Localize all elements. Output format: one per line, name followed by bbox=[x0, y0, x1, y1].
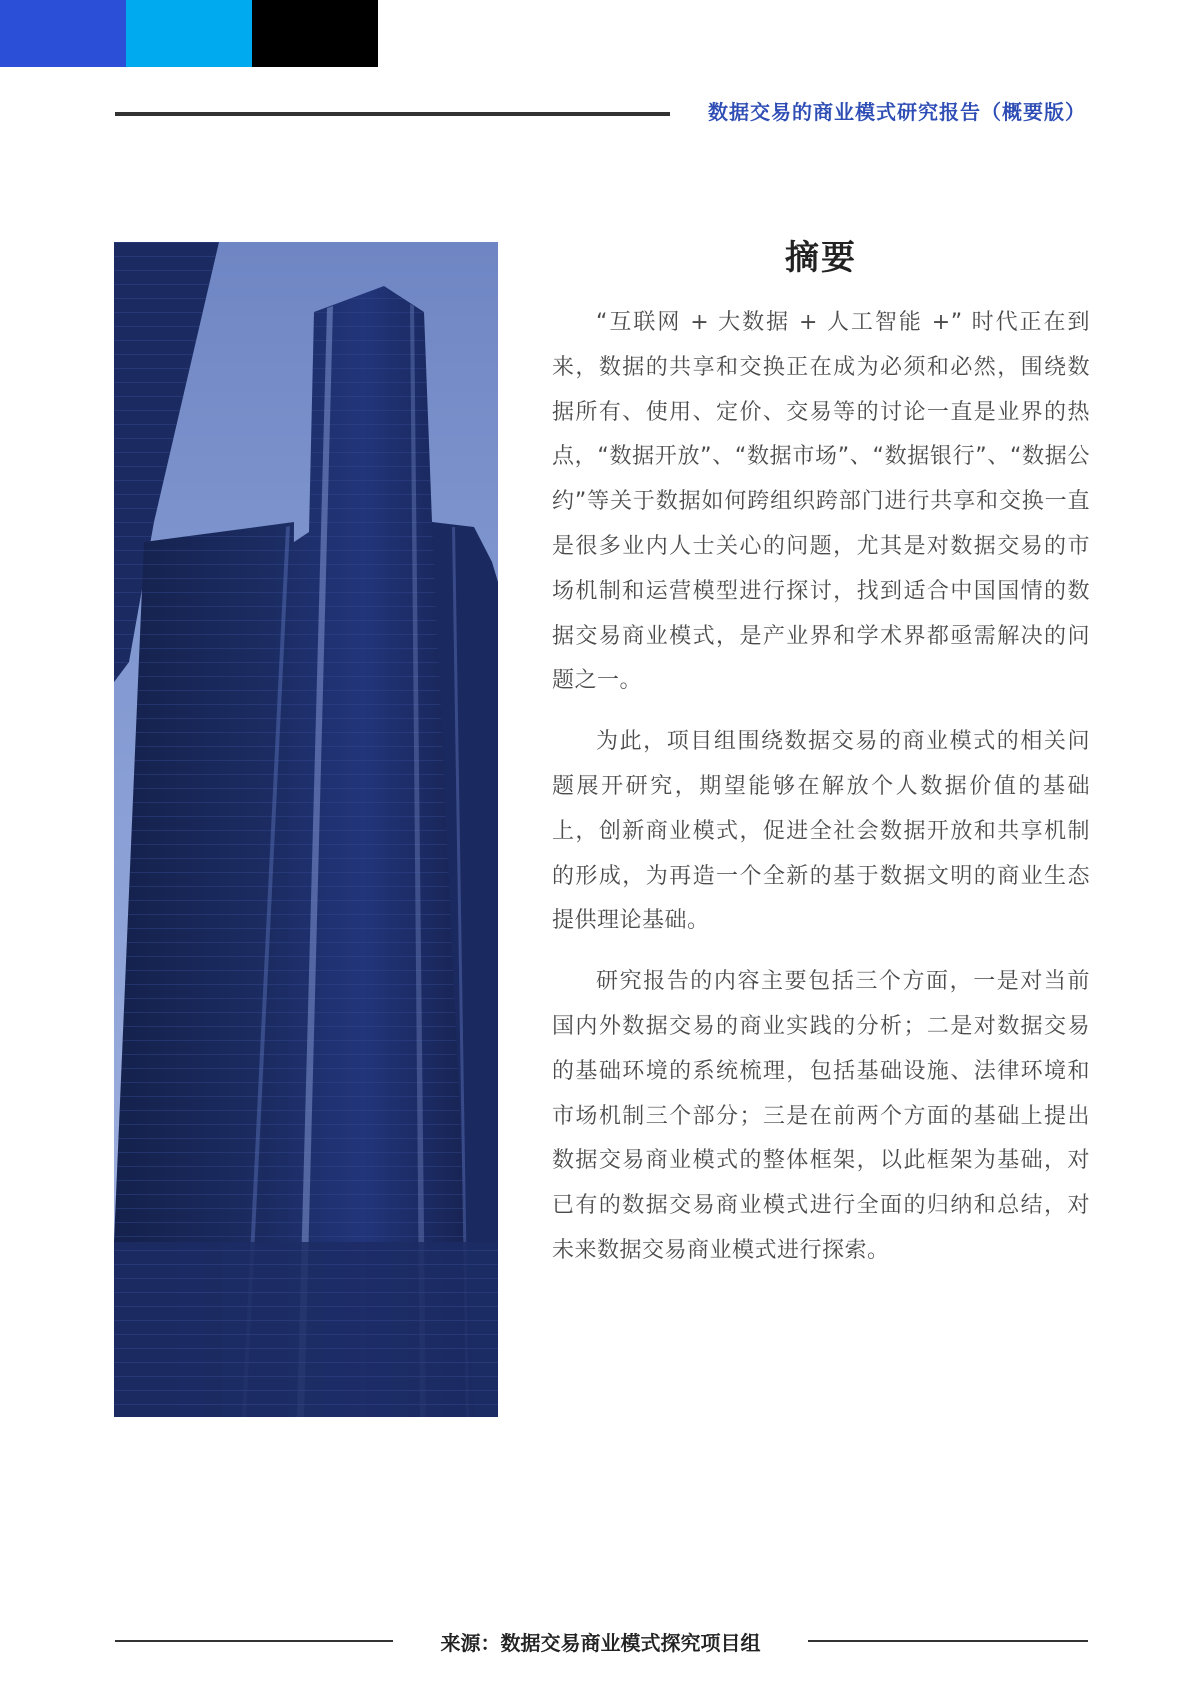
abstract-paragraph-2: 为此，项目组围绕数据交易的商业模式的相关问题展开研究，期望能够在解放个人数据价值的基础上，创新商业模式，促进全社会数据开放和共享机制的形成，为再造一个全新的基于数据文明的商业生态提供理论基础。 bbox=[552, 729, 1090, 934]
source-note: 来源：数据交易商业模式探究项目组 bbox=[440, 1631, 761, 1655]
cyan-block bbox=[126, 0, 252, 67]
black-block bbox=[252, 0, 378, 67]
skyscraper-photo bbox=[114, 242, 498, 1417]
abstract-title: 摘要 bbox=[785, 238, 857, 278]
top-color-blocks bbox=[0, 0, 378, 67]
abstract-paragraph-3: 研究报告的内容主要包括三个方面，一是对当前国内外数据交易的商业实践的分析；二是对数据交易的基础环境的系统梳理，包括基础设施、法律环境和市场机制三个部分；三是在前两个方面的基础上提出数据交易商业模式的整体框架，以此框架为基础，对已有的数据交易商业模式进行全面的归纳和总结，对未来数据交易商业模式进行探索。 bbox=[552, 969, 1090, 1263]
footer-rule-right bbox=[808, 1640, 1088, 1642]
report-title: 数据交易的商业模式研究报告（概要版） bbox=[708, 100, 1086, 124]
blue-block bbox=[0, 0, 126, 67]
footer-rule-left bbox=[115, 1640, 393, 1642]
header-rule bbox=[115, 112, 670, 116]
abstract-section bbox=[552, 230, 1090, 1290]
abstract-paragraph-1: “互联网 + 大数据 + 人工智能 +” 时代正在到来，数据的共享和交换正在成为必须和必然，围绕数据所有、使用、定价、交易等的讨论一直是业界的热点，“数据开放”、“数据市场”、“数据银行”、“数据公约”等关于数据如何跨组织跨部门进行共享和交换一直是很多业内人士关心的问题，尤其是对数据交易的市场机制和运营模型进行探讨，找到适合中国国情的数据交易商业模式，是产业界和学术界都亟需解决的问题之一。 bbox=[552, 310, 1090, 694]
